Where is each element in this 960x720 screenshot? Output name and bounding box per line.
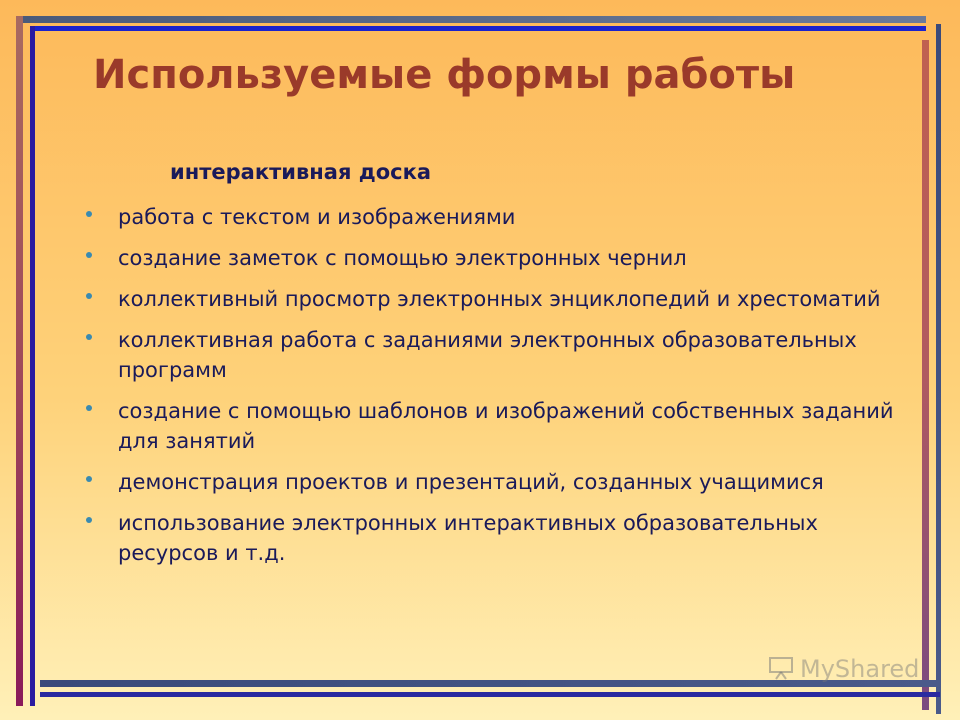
bullet-text: работа с текстом и изображениями (118, 205, 516, 229)
bullet-item (80, 243, 900, 273)
bullet-dot-icon (86, 405, 92, 411)
bullet-text: создание с помощью шаблонов и изображений собственных заданий для занятий (118, 399, 894, 453)
bullet-dot-icon (86, 211, 92, 217)
bullet-item (80, 396, 900, 456)
bullet-item (80, 467, 900, 497)
slide-title: Используемые формы работы (93, 52, 796, 98)
bullet-text: демонстрация проектов и презентаций, созданных учащимися (118, 470, 824, 494)
bullet-dot-icon (86, 476, 92, 482)
bullet-item (80, 325, 900, 385)
bullet-text: использование электронных интерактивных образовательных ресурсов и т.д. (118, 511, 818, 565)
bullet-dot-icon (86, 293, 92, 299)
bullet-dot-icon (86, 252, 92, 258)
bullet-dot-icon (86, 334, 92, 340)
bullet-item (80, 508, 900, 568)
frame-left-bar-outer (16, 16, 23, 706)
frame-top-bar-outer (16, 16, 926, 23)
watermark (768, 655, 919, 683)
frame-bottom-bar-lower (40, 692, 940, 697)
frame-right-bar-outer (936, 24, 941, 714)
frame-right-bar-inner (922, 40, 929, 710)
bullet-list (80, 202, 900, 579)
bullet-text: коллективная работа с заданиями электронных образовательных программ (118, 328, 857, 382)
bullet-dot-icon (86, 517, 92, 523)
bullet-item (80, 202, 900, 232)
frame-left-bar-inner (30, 26, 35, 706)
frame-top-bar-inner (30, 26, 926, 31)
presentation-board-icon (768, 656, 796, 680)
watermark-text: MyShared (800, 655, 920, 683)
bullet-text: создание заметок с помощью электронных чернил (118, 246, 687, 270)
bullet-item (80, 284, 900, 314)
bullet-text: коллективный просмотр электронных энциклопедий и хрестоматий (118, 287, 881, 311)
slide-subtitle: интерактивная доска (170, 160, 432, 184)
